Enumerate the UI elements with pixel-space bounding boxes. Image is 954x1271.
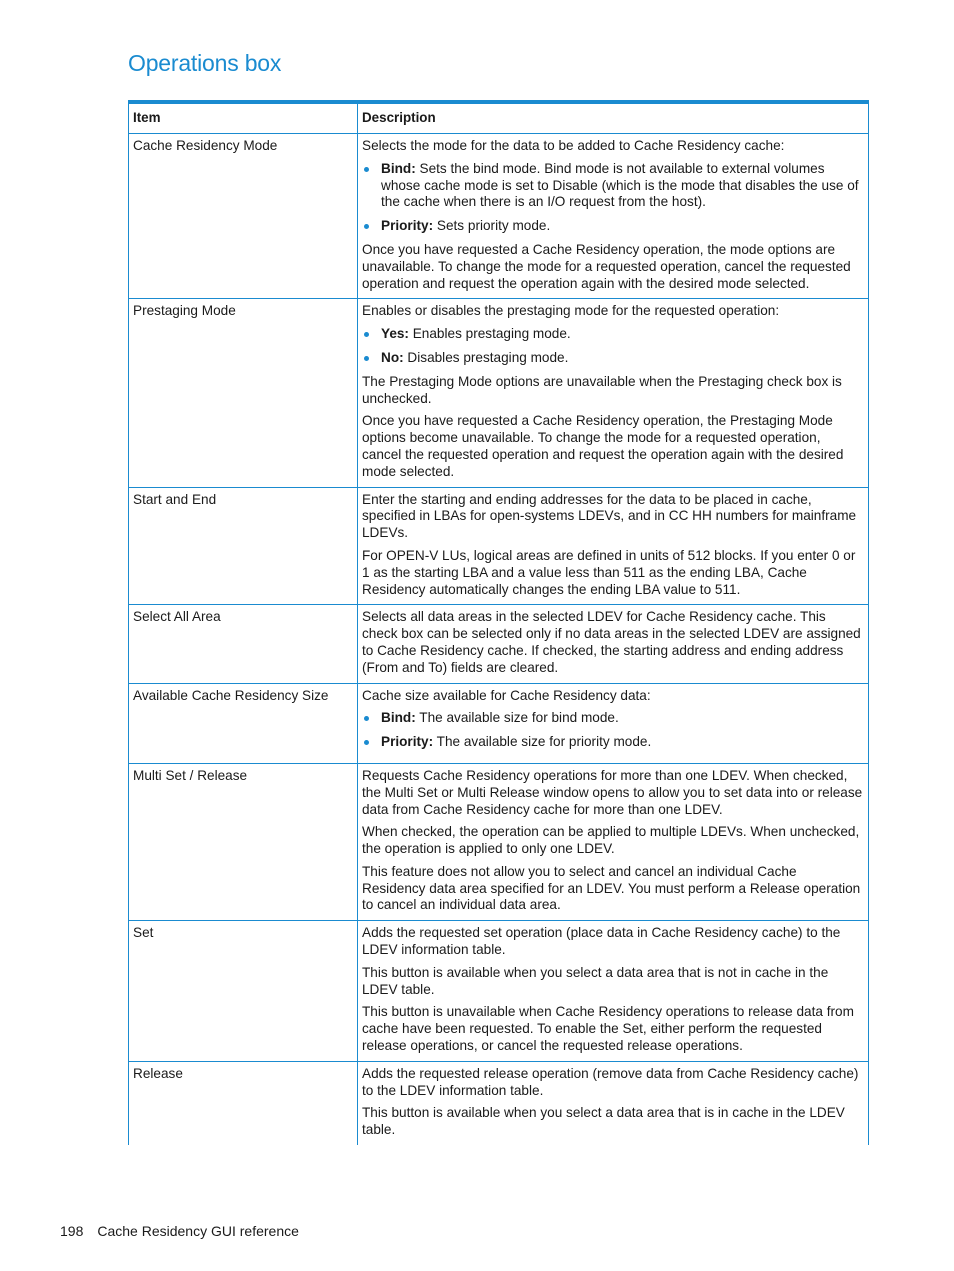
description-text: Once you have requested a Cache Residency operation, the mode options are unavailable. To change the mode for a requested operation, cancel the requested operation and request the operation again with the desired mode selected. <box>362 241 851 291</box>
bullet-label: Priority: <box>381 218 434 234</box>
description-text: This button is unavailable when Cache Residency operations to release data from cache have been requested. To enable the Set, either perform the requested release operations, or cancel the requested release operations. <box>362 1004 854 1054</box>
item-cell: Multi Set / Release <box>129 763 358 920</box>
description-cell <box>358 299 869 487</box>
bullet-text: Enables prestaging mode. <box>408 326 571 342</box>
item-cell: Available Cache Residency Size <box>129 683 358 763</box>
description-text: Selects the mode for the data to be added to Cache Residency cache: <box>362 138 785 153</box>
list-item <box>362 734 863 751</box>
description-text: Adds the requested set operation (place data in Cache Residency cache) to the LDEV information table. <box>362 925 841 958</box>
description-cell <box>358 134 869 299</box>
description-text: Selects all data areas in the selected LDEV for Cache Residency cache. This check box can be selected only if no data areas in the selected LDEV are assigned to Cache Residency cache. If checked, the starting address and ending address (From and To) fields are cleared. <box>362 609 861 675</box>
bullet-text: Sets priority mode. <box>433 218 551 234</box>
operations-table <box>128 100 869 1145</box>
item-cell: Cache Residency Mode <box>129 134 358 299</box>
item-cell: Release <box>129 1061 358 1145</box>
bullet-text: The available size for priority mode. <box>433 734 652 750</box>
bullet-text: The available size for bind mode. <box>415 710 619 726</box>
list-item <box>362 710 863 727</box>
description-text: The Prestaging Mode options are unavailable when the Prestaging check box is unchecked. <box>362 373 842 406</box>
bullet-text: Disables prestaging mode. <box>403 349 569 365</box>
table-row <box>129 605 869 683</box>
description-text: For OPEN-V LUs, logical areas are defined in units of 512 blocks. If you enter 0 or 1 as the starting LBA and a value less than 511 as the ending LBA, Cache Residency automatically changes the ending LBA value to 511. <box>362 547 856 597</box>
description-text: When checked, the operation can be applied to multiple LDEVs. When unchecked, the operation is applied to only one LDEV. <box>362 824 860 857</box>
list-item <box>362 326 863 343</box>
description-cell <box>358 763 869 920</box>
description-cell <box>358 683 869 763</box>
footer-section-title: Cache Residency GUI reference <box>97 1223 299 1239</box>
table-row <box>129 763 869 920</box>
bullet-list <box>362 161 863 235</box>
bullet-label: Bind: <box>381 710 416 726</box>
bullet-label: Bind: <box>381 160 416 176</box>
description-cell <box>358 1061 869 1145</box>
bullet-label: Yes: <box>381 326 409 342</box>
item-cell: Start and End <box>129 487 358 605</box>
item-cell: Set <box>129 921 358 1062</box>
description-cell <box>358 487 869 605</box>
table-row <box>129 921 869 1062</box>
bullet-label: No: <box>381 349 404 365</box>
description-text: Adds the requested release operation (remove data from Cache Residency cache) to the LDEV information table. <box>362 1065 859 1098</box>
table-row <box>129 683 869 763</box>
table-row <box>129 134 869 299</box>
page-title: Operations box <box>128 50 282 76</box>
item-cell: Select All Area <box>129 605 358 683</box>
description-cell <box>358 921 869 1062</box>
item-cell: Prestaging Mode <box>129 299 358 487</box>
description-text: Requests Cache Residency operations for more than one LDEV. When checked, the Multi Set or Multi Release window opens to allow you to set data into or release data from Cache Residency cache for more than one LDEV. <box>362 767 863 817</box>
bullet-list <box>362 710 863 751</box>
description-text: This feature does not allow you to select and cancel an individual Cache Residency data area specified for an LDEV. You must perform a Release operation to cancel an individual data area. <box>362 863 861 913</box>
description-text: This button is available when you select a data area that is in cache in the LDEV table. <box>362 1105 845 1138</box>
description-cell <box>358 605 869 683</box>
header-item: Item <box>129 102 358 134</box>
table-row <box>129 299 869 487</box>
bullet-list <box>362 326 863 367</box>
list-item <box>362 218 863 235</box>
page-number: 198 <box>60 1223 84 1239</box>
table-header-row <box>129 102 869 134</box>
header-description: Description <box>358 102 869 134</box>
bullet-text: Sets the bind mode. Bind mode is not available to external volumes whose cache mode is set to Disable (which is the mode that disables the use of the cache when there is an I/O request from the host). <box>381 160 859 210</box>
list-item <box>362 350 863 367</box>
list-item <box>362 161 863 211</box>
description-text: Enter the starting and ending addresses for the data to be placed in cache, specified in LBAs for open-systems LDEVs, and in CC HH numbers for mainframe LDEVs. <box>362 491 857 541</box>
bullet-label: Priority: <box>381 734 434 750</box>
description-text: This button is available when you select a data area that is not in cache in the LDEV table. <box>362 964 829 997</box>
description-text: Cache size available for Cache Residency data: <box>362 687 651 703</box>
description-text: Once you have requested a Cache Residency operation, the Prestaging Mode options become unavailable. To change the mode for a requested operation, cancel the requested operation and request the operation again with the desired mode selected. <box>362 413 844 479</box>
description-text: Enables or disables the prestaging mode for the requested operation: <box>362 303 780 319</box>
page-footer <box>60 1223 299 1239</box>
table-row <box>129 487 869 605</box>
table-row <box>129 1061 869 1145</box>
